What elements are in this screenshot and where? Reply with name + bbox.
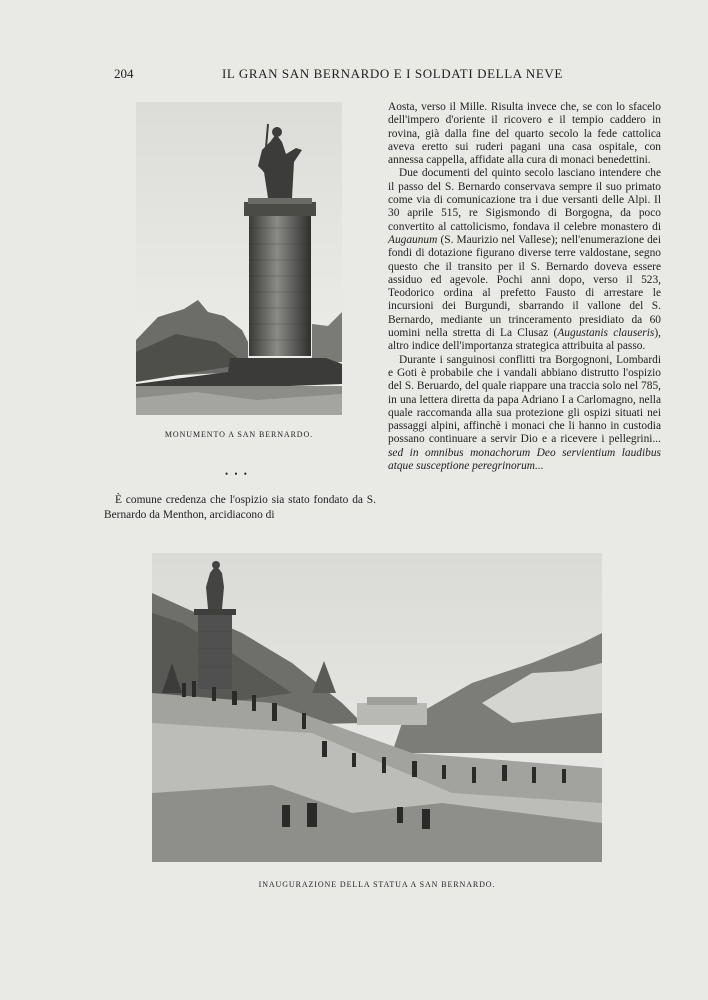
paragraph-2: Due documenti del quinto secolo lasciano intendere che il passo del S. Bernardo conservava sempre il suo primato come via di comunicazione tra i due versanti delle Alpi. Il 30 aprile 515, re Sigismondo di Borgogna, da poco convertito al cattolicismo, fondava il celebre monastero di Augaunum (S. Maurizio nel Vallese); nell'enumerazione dei fondi di dotazione figurano diverse terre valdostane, segno questo che il transito per il S. Bernardo doveva essere assiduo ed agevole. Pochi anni dopo, verso il 523, Teodorico ordina al prefetto Fausto di arrestare le incursioni dei Burgundi, sbarrando il vallone del S. Bernardo, mediante un trinceramento presidiato da 60 uomini nella stretta di La Clusaz (Augustanis clauseris), altro indice dell'importanza strategica attribuita al passo.: [388, 167, 661, 353]
inauguration-photo: [152, 553, 602, 862]
running-title: IL GRAN SAN BERNARDO E I SOLDATI DELLA NEVE: [222, 66, 563, 81]
section-ornament: • • •: [225, 469, 249, 479]
monument-caption: MONUMENTO A SAN BERNARDO.: [164, 430, 314, 439]
inauguration-caption: INAUGURAZIONE DELLA STATUA A SAN BERNARDO.: [258, 880, 496, 889]
left-column-text: [104, 493, 376, 522]
right-column-text: [388, 101, 661, 473]
paragraph-3: Durante i sanguinosi conflitti tra Borgognoni, Lombardi e Goti è probabile che i vandali abbiano distrutto l'ospizio del S. Beruardo, del quale riappare una traccia solo nel 785, in una lettera diretta da papa Adriano I a Carlomagno, nella quale raccomanda alla sua protezione gli ospizi situati nei passaggi alpini, affinchè i monaci che li hanno in custodia possano continuare a servir Dio e a ricevere i pellegrini... sed in omnibus monachorum Deo servientium laudibus atque susceptione peregrinorum...: [388, 353, 661, 473]
monument-photo: [136, 102, 342, 415]
paragraph-1: Aosta, verso il Mille. Risulta invece che, se con lo sfacelo dell'impero d'oriente il ricovero e il tempio caddero in rovina, già dalla fine del quarto secolo la fede cattolica aveva eretto sui ruderi pagani una casa ospitale, con annessa cappella, affidate alla cura di monaci benedettini.: [388, 101, 661, 167]
page-number: 204: [114, 66, 134, 81]
paragraph-intro: È comune credenza che l'ospizio sia stato fondato da S. Bernardo da Menthon, arcidiacono di: [104, 494, 376, 521]
